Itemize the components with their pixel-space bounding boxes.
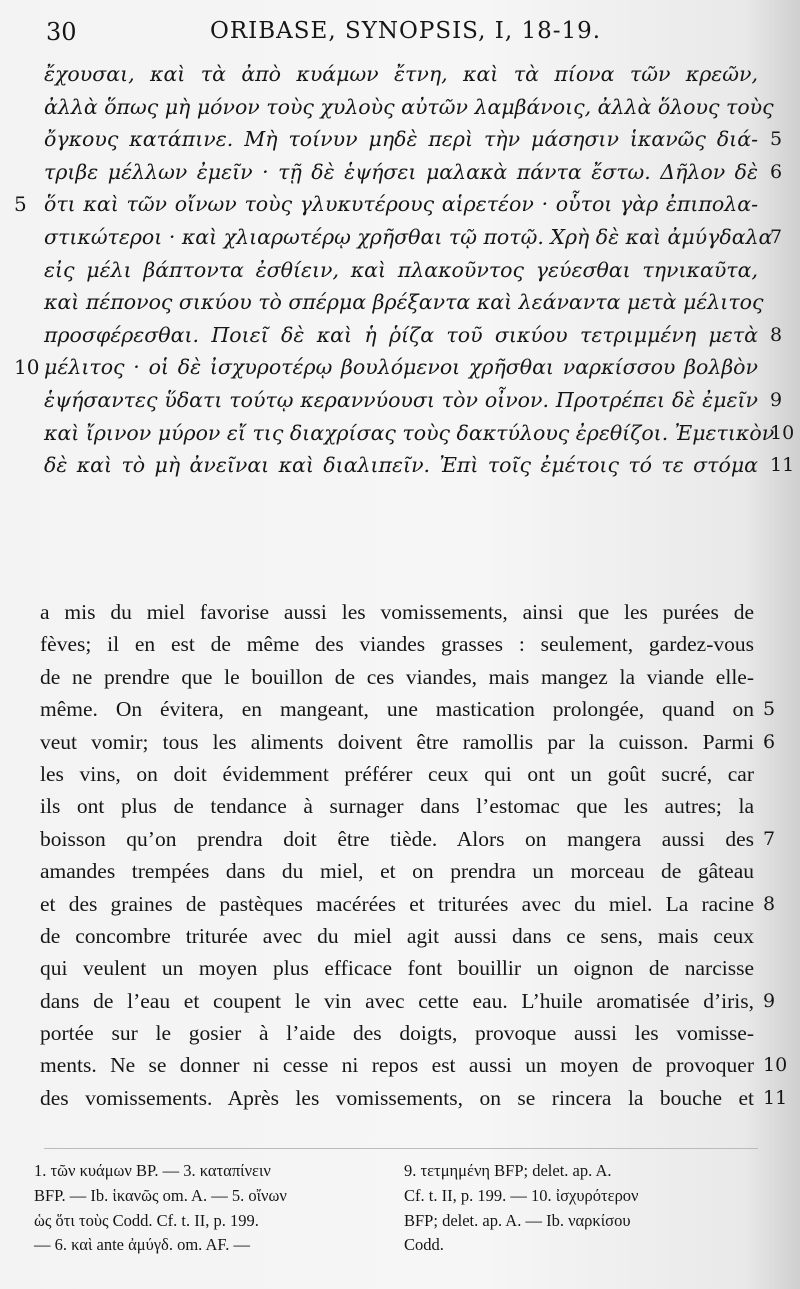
french-line <box>0 855 800 887</box>
french-line <box>0 985 800 1017</box>
french-line <box>0 1017 800 1049</box>
greek-line-text: δὲ καὶ τὸ μὴ ἀνεῖναι καὶ διαλιπεῖν. Ἐπὶ τοῖς ἐμέτοις τό τε στόμα <box>44 453 758 478</box>
french-line-text: de ne prendre que le bouillon de ces viandes, mais mangez la viande elle- <box>40 664 754 689</box>
greek-line <box>0 449 800 482</box>
french-line-text: portée sur le gosier à l’aide des doigts, provoque aussi les vomisse- <box>40 1021 754 1046</box>
greek-line <box>0 417 800 450</box>
greek-line <box>0 384 800 417</box>
french-line-text: de concombre triturée avec du miel agit aussi dans ce sens, mais ceux <box>40 923 754 948</box>
greek-line-text: στικώτεροι · καὶ χλιαρωτέρῳ χρῆσθαι τῷ ποτῷ. Χρὴ δὲ καὶ ἀμύγδαλα <box>44 224 773 249</box>
french-line-text: amandes trempées dans du miel, et on prendra un morceau de gâteau <box>40 859 754 884</box>
french-line <box>0 790 800 822</box>
section-number: 6 <box>770 160 783 183</box>
greek-line <box>0 156 800 189</box>
french-line <box>0 726 800 758</box>
greek-line-text: ὄγκους κατάπινε. Μὴ τοίνυν μηδὲ περὶ τὴν μάσησιν ἱκανῶς διά- <box>44 127 758 152</box>
section-number: 5 <box>770 128 783 151</box>
section-number: 9 <box>763 989 776 1012</box>
french-line-text: même. On évitera, en mangeant, une mastication prolongée, quand on <box>40 697 754 722</box>
french-line-text: et des graines de pastèques macérées et triturées avec du miel. La racine <box>40 891 754 916</box>
section-number: 5 <box>763 698 776 721</box>
greek-line <box>0 58 800 91</box>
french-line <box>0 628 800 660</box>
french-translation-block <box>0 596 800 1114</box>
footnote-divider <box>44 1148 758 1149</box>
french-line-text: dans de l’eau et coupent le vin avec cette eau. L’huile aromatisée d’iris, <box>40 988 754 1013</box>
apparatus-column-left <box>34 1159 386 1258</box>
french-line-text: les vins, on doit évidemment préférer ceux qui ont un goût sucré, car <box>40 761 754 786</box>
french-line-text: veut vomir; tous les aliments doivent être ramollis par la cuisson. Parmi <box>40 729 754 754</box>
greek-line <box>0 351 800 384</box>
greek-line-text: ἑψήσαντες ὕδατι τούτῳ κεραννύουσι τὸν οἶνον. Προτρέπει δὲ ἐμεῖν <box>44 387 758 412</box>
greek-line-number: 10 <box>14 355 40 380</box>
french-line <box>0 823 800 855</box>
greek-line-text: καὶ ἴρινον μύρον εἴ τις διαχρίσας τοὺς δακτύλους ἐρεθίζοι. Ἐμετικὸν <box>44 420 775 445</box>
greek-line <box>0 91 800 124</box>
apparatus-line: BFP. — Ib. ἱκανῶς om. A. — 5. οἴνων <box>34 1185 287 1205</box>
greek-line-text: τριβε μέλλων ἐμεῖν · τῇ δὲ ἑψήσει μαλακὰ πάντα ἔστω. Δῆλον δὲ <box>44 159 758 184</box>
apparatus-line: 9. τετμημένη BFP; delet. ap. A. <box>404 1161 612 1180</box>
french-line <box>0 952 800 984</box>
greek-line <box>0 286 800 319</box>
apparatus-column-right <box>404 1159 760 1258</box>
section-number: 10 <box>763 1054 788 1077</box>
greek-line-text: ὅτι καὶ τῶν οἴνων τοὺς γλυκυτέρους αἱρετέον · οὗτοι γὰρ ἐπιπολα- <box>44 192 758 217</box>
greek-line-text: μέλιτος · οἱ δὲ ἰσχυροτέρῳ βουλόμενοι χρῆσθαι ναρκίσσου βολβὸν <box>44 355 758 380</box>
greek-line <box>0 254 800 287</box>
french-line-text: fèves; il en est de même des viandes grasses : seulement, gardez-vous <box>40 632 754 657</box>
section-number: 7 <box>763 827 776 850</box>
section-number: 6 <box>763 730 776 753</box>
greek-line <box>0 319 800 352</box>
french-line <box>0 1049 800 1081</box>
french-line-text: ils ont plus de tendance à surnager dans l’estomac que les autres; la <box>40 794 754 819</box>
greek-line-number: 5 <box>14 192 27 217</box>
greek-line <box>0 188 800 221</box>
greek-line-text: προσφέρεσθαι. Ποιεῖ δὲ καὶ ἡ ῥίζα τοῦ σικύου τετριμμένη μετὰ <box>44 322 758 347</box>
greek-line-text: ἔχουσαι, καὶ τὰ ἀπὸ κυάμων ἔτνη, καὶ τὰ πίονα τῶν κρεῶν, <box>44 62 758 86</box>
page-number: 30 <box>46 18 77 46</box>
running-head: ORIBASE, SYNOPSIS, I, 18-19. <box>210 18 602 44</box>
greek-line <box>0 221 800 254</box>
french-line-text: qui veulent un moyen plus efficace font bouillir un oignon de narcisse <box>40 956 754 981</box>
french-line <box>0 596 800 628</box>
greek-line-text: καὶ πέπονος σικύου τὸ σπέρμα βρέξαντα καὶ λεάναντα μετὰ μέλιτος <box>44 290 764 315</box>
greek-line-text: εἰς μέλι βάπτοντα ἐσθίειν, καὶ πλακοῦντος γεύεσθαι τηνικαῦτα, <box>44 257 758 282</box>
section-number: 8 <box>770 323 783 346</box>
french-line <box>0 920 800 952</box>
section-number: 11 <box>770 454 795 477</box>
section-number: 8 <box>763 892 776 915</box>
section-number: 11 <box>763 1086 788 1109</box>
greek-line-text: ἀλλὰ ὅπως μὴ μόνον τοὺς χυλοὺς αὐτῶν λαμβάνοις, ἀλλὰ ὅλους τοὺς <box>44 94 774 119</box>
page-header <box>0 18 800 52</box>
apparatus-line: — 6. καὶ ante ἀμύγδ. om. AF. — <box>34 1235 251 1255</box>
french-line <box>0 661 800 693</box>
greek-text-block <box>0 58 800 482</box>
section-number: 10 <box>770 421 795 444</box>
french-line <box>0 1082 800 1114</box>
french-line-text: des vomissements. Après les vomissements, on se rincera la bouche et <box>40 1085 754 1110</box>
greek-line <box>0 123 800 156</box>
french-line-text: boisson qu’on prendra doit être tiède. Alors on mangera aussi des <box>40 826 754 851</box>
french-line <box>0 693 800 725</box>
apparatus-line: 1. τῶν κυάμων BP. — 3. καταπίνειν <box>34 1161 271 1180</box>
french-line <box>0 758 800 790</box>
section-number: 9 <box>770 388 783 411</box>
apparatus-line: ὡς ὅτι τοὺς Codd. Cf. t. II, p. 199. <box>34 1210 259 1230</box>
french-line-text: a mis du miel favorise aussi les vomissements, ainsi que les purées de <box>40 600 754 624</box>
french-line-text: ments. Ne se donner ni cesse ni repos est aussi un moyen de provoquer <box>40 1053 754 1078</box>
apparatus-line: Cf. t. II, p. 199. — 10. ἰσχυρότερον <box>404 1185 639 1205</box>
section-number: 7 <box>770 225 783 248</box>
apparatus-line: Codd. <box>404 1235 444 1255</box>
apparatus-line: BFP; delet. ap. A. — Ib. ναρκίσου <box>404 1210 631 1230</box>
french-line <box>0 888 800 920</box>
